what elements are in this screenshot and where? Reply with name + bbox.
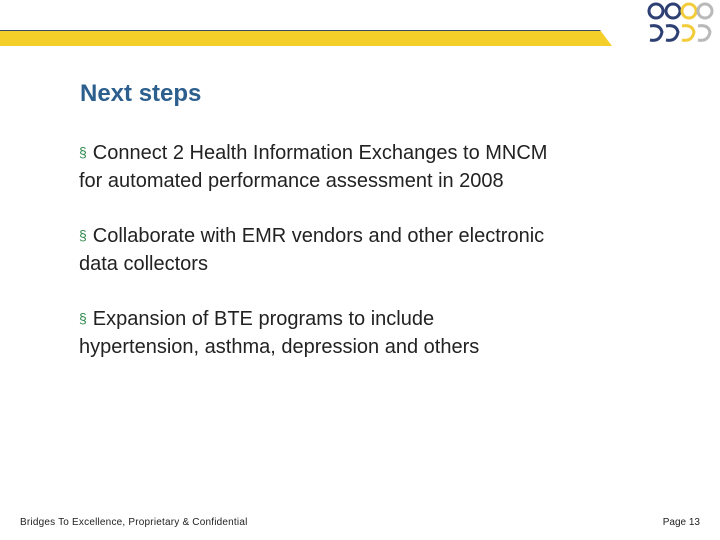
- bullet-text-line: data collectors: [79, 253, 208, 275]
- bullet-marker: §: [79, 310, 87, 326]
- bullet-text-line: Expansion of BTE programs to include: [92, 308, 435, 330]
- page-number: Page 13: [662, 517, 700, 528]
- bullet-marker: §: [79, 227, 87, 243]
- bullet-text-line: hypertension, asthma, depression and others: [79, 336, 480, 358]
- logo-figures-icon: [636, 0, 720, 48]
- bullet-item: [79, 138, 679, 195]
- footer-confidential: Bridges To Excellence, Proprietary & Confidential: [20, 517, 248, 528]
- bullet-text-line: for automated performance assessment in 2008: [79, 170, 504, 192]
- bullet-text-line: Connect 2 Health Information Exchanges to MNCM: [92, 142, 548, 164]
- bullet-item: [79, 221, 679, 278]
- bullet-marker: §: [79, 144, 87, 160]
- bullet-item: [79, 304, 679, 361]
- bullet-list: [79, 138, 679, 387]
- slide-title: Next steps: [80, 80, 202, 107]
- header-band: [0, 30, 612, 48]
- bullet-text-line: Collaborate with EMR vendors and other electronic: [92, 225, 545, 247]
